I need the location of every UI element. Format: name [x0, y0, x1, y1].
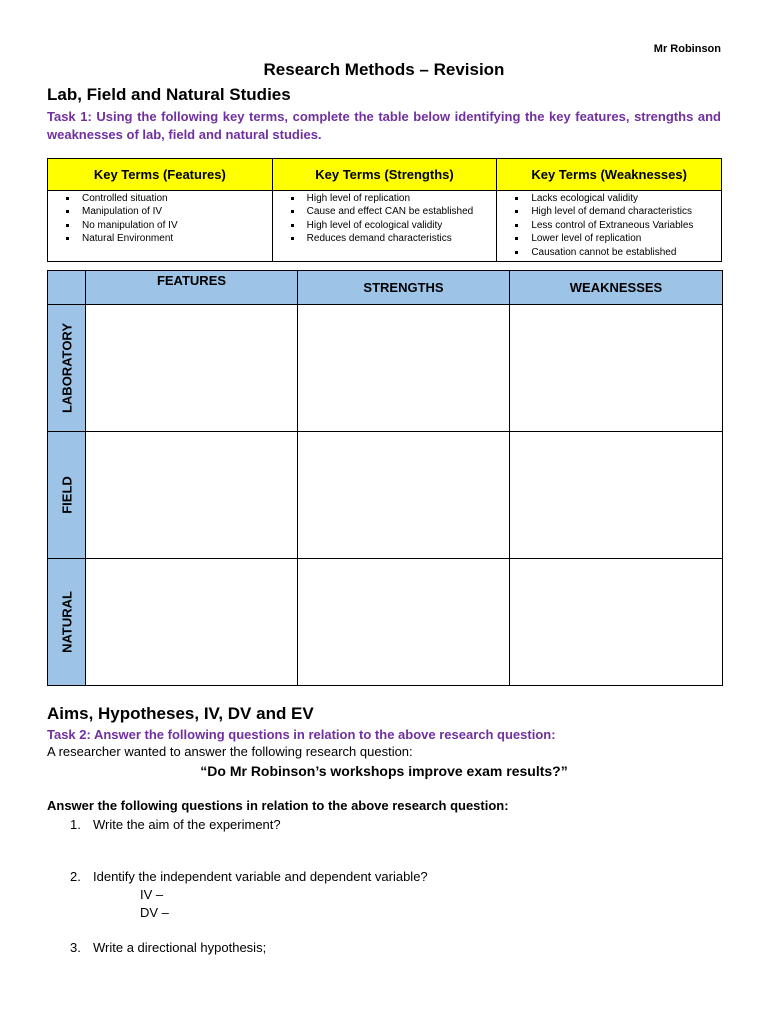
- row-label-field: [48, 432, 86, 559]
- key-terms-features-header: Key Terms (Features): [48, 159, 273, 191]
- list-item: ▪ High level of replication: [303, 192, 495, 205]
- natural-features-cell[interactable]: [86, 559, 298, 686]
- weaknesses-list-cell: [497, 191, 722, 262]
- question-1-number: 1.: [70, 817, 81, 832]
- research-intro-text: A researcher wanted to answer the following research question:: [47, 744, 413, 759]
- page-title: Research Methods – Revision: [263, 60, 505, 79]
- row-label-laboratory: [48, 305, 86, 432]
- natural-label: NATURAL: [59, 591, 74, 653]
- key-terms-strengths-header: Key Terms (Strengths): [272, 159, 497, 191]
- field-strengths-cell[interactable]: [298, 432, 510, 559]
- list-item: ▪ Controlled situation: [78, 192, 270, 205]
- list-item: ▪ Cause and effect CAN be established: [303, 205, 495, 218]
- question-3-number: 3.: [70, 940, 81, 955]
- question-2-number: 2.: [70, 869, 81, 884]
- field-weaknesses-cell[interactable]: [510, 432, 723, 559]
- natural-weaknesses-cell[interactable]: [510, 559, 723, 686]
- section-heading-studies: Lab, Field and Natural Studies: [47, 85, 291, 104]
- laboratory-features-cell[interactable]: [86, 305, 298, 432]
- strengths-column-header: STRENGTHS: [298, 271, 510, 305]
- author-name: Mr Robinson: [653, 43, 721, 55]
- field-label: FIELD: [59, 476, 74, 514]
- task-2-instructions: Task 2: Answer the following questions in relation to the above research question:: [47, 727, 556, 742]
- task-1-instructions: Task 1: Using the following key terms, complete the table below identifying the key features, strengths and weaknesses of lab, field and natural studies.: [47, 109, 721, 142]
- question-2-text: Identify the independent variable and dependent variable?: [93, 869, 428, 884]
- list-item: ▪ No manipulation of IV: [78, 219, 270, 232]
- weaknesses-column-header: WEAKNESSES: [510, 271, 723, 305]
- key-terms-weaknesses-header: Key Terms (Weaknesses): [497, 159, 722, 191]
- question-1-text: Write the aim of the experiment?: [93, 817, 281, 832]
- section-heading-aims: Aims, Hypotheses, IV, DV and EV: [47, 704, 314, 723]
- questions-heading: Answer the following questions in relation to the above research question:: [47, 798, 509, 813]
- list-item: ▪ High level of ecological validity: [303, 219, 495, 232]
- list-item: ▪ Natural Environment: [78, 232, 270, 245]
- list-item: ▪ Reduces demand characteristics: [303, 232, 495, 245]
- laboratory-weaknesses-cell[interactable]: [510, 305, 723, 432]
- iv-answer-label: IV –: [140, 887, 164, 902]
- question-3-text: Write a directional hypothesis;: [93, 940, 267, 955]
- list-item: ▪ Manipulation of IV: [78, 205, 270, 218]
- strengths-list-cell: [272, 191, 497, 262]
- list-item: ▪ Lacks ecological validity: [527, 192, 719, 205]
- laboratory-strengths-cell[interactable]: [298, 305, 510, 432]
- dv-answer-label: DV –: [140, 905, 169, 920]
- features-column-header: FEATURES: [86, 271, 298, 305]
- list-item: ▪ Causation cannot be established: [527, 246, 719, 259]
- research-question: “Do Mr Robinson’s workshops improve exam results?”: [200, 763, 568, 779]
- list-item: ▪ High level of demand characteristics: [527, 205, 719, 218]
- studies-comparison-table: [47, 270, 723, 686]
- features-list-cell: [48, 191, 273, 262]
- laboratory-label: LABORATORY: [59, 322, 74, 414]
- list-item: ▪ Less control of Extraneous Variables: [527, 219, 719, 232]
- key-terms-table: [47, 158, 722, 262]
- list-item: ▪ Lower level of replication: [527, 232, 719, 245]
- row-label-natural: [48, 559, 86, 686]
- field-features-cell[interactable]: [86, 432, 298, 559]
- natural-strengths-cell[interactable]: [298, 559, 510, 686]
- table-corner-cell: [48, 271, 86, 305]
